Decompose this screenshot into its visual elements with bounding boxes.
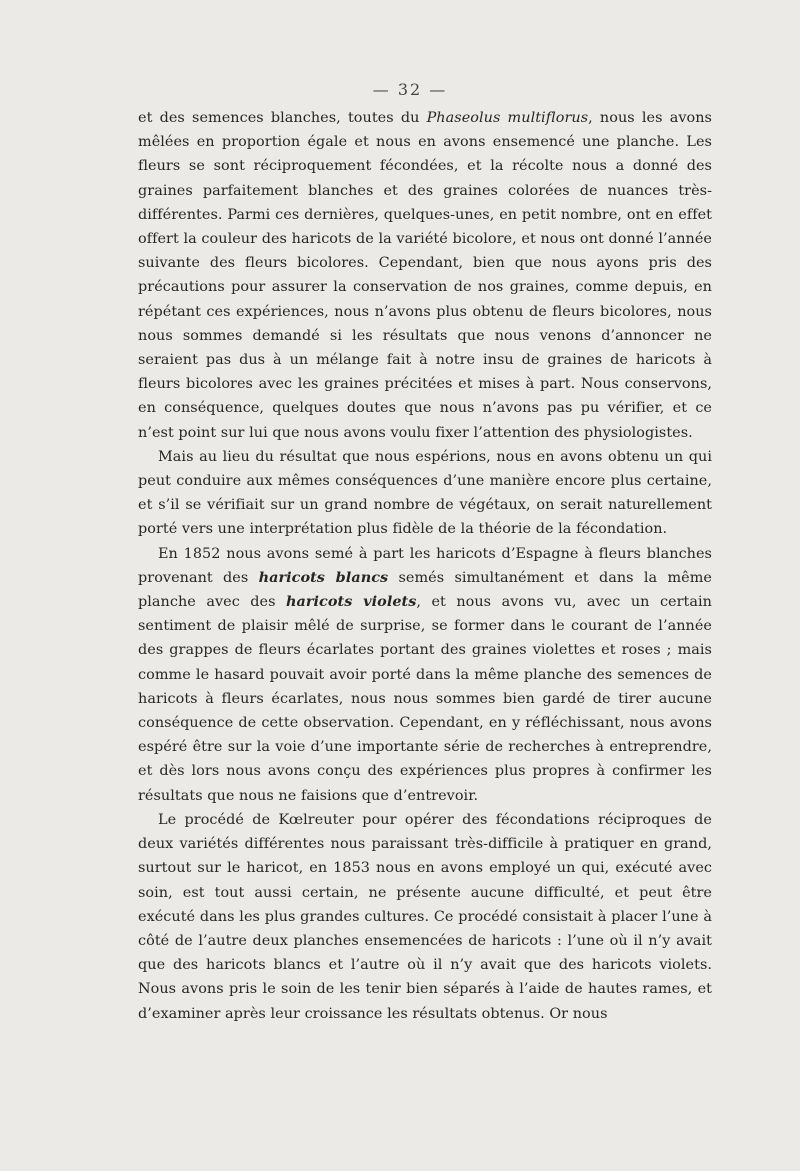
- text-segment: Mais au lieu du résultat que nous espérions, nous en avons obtenu un qui peut conduire aux mêmes conséquences d’une manière encore plus certaine, et s’il se vérifiait sur un grand nombre de végétaux, on serait naturellement porté vers une interprétation plus fidèle de la théorie de la fécondation.: [138, 448, 712, 538]
- text-segment: Le procédé de Kœlreuter pour opérer des fécondations réciproques de deux variétés différentes nous paraissant très-difficile à pratiquer en grand, surtout sur le haricot, en 1853 nous en avons employé un qui, exécuté avec soin, est tout aussi certain, ne présente aucune difficulté, et peut être exécuté dans les plus grandes cultures. Ce procédé consistait à placer l’une à côté de l’autre deux planches ensemencées de haricots : l’une où il n’y avait que des haricots blancs et l’autre où il n’y avait que des haricots violets. Nous avons pris le soin de les tenir bien séparés à l’aide de hautes rames, et d’examiner après leur croissance les résultats obtenus. Or nous: [138, 811, 712, 1022]
- text-segment: , nous les avons mêlées en proportion égale et nous en avons ensemencé une planche. Les fleurs se sont réciproquement fécondées, et la récolte nous a donné des graines parfaitement blanches et des graines colorées de nuances très-différentes. Parmi ces dernières, quelques-unes, en petit nombre, ont en effet offert la couleur des haricots de la variété bicolore, et nous ont donné l’année suivante des fleurs bicolores. Cependant, bien que nous ayons pris des précautions pour assurer la conservation de nos graines, comme depuis, en répétant ces expériences, nous n’avons plus obtenu de fleurs bicolores, nous nous sommes demandé si les résultats que nous venons d’annoncer ne seraient pas dus à un mélange fait à notre insu de graines de haricots à fleurs bicolores avec les graines précitées et mises à part. Nous conservons, en conséquence, quelques doutes que nous n’avons pas pu vérifier, et ce n’est point sur lui que nous avons voulu fixer l’attention des physiologistes.: [138, 110, 712, 441]
- paragraph-4: [138, 808, 712, 1026]
- emphasis-term: haricots violets: [286, 593, 417, 611]
- paragraph-1: [138, 106, 712, 445]
- paragraph-2: [138, 445, 712, 542]
- text-segment: En 1852 nous avons semé à part les haricots d’Espagne à fleurs blanches provenant des: [138, 545, 712, 586]
- text-segment: , et nous avons vu, avec un certain sentiment de plaisir mêlé de surprise, se former dans le courant de l’année des grappes de fleurs écarlates portant des graines violettes et roses ; mais comme le hasard pouvait avoir porté dans la même planche des semences de haricots à fleurs écarlates, nous nous sommes bien gardé de tirer aucune conséquence de cette observation. Cependant, en y réfléchissant, nous avons espéré être sur la voie d’une importante série de recherches à entreprendre, et dès lors nous avons conçu des expériences plus propres à confirmer les résultats que nous ne faisions que d’entrevoir.: [138, 594, 712, 804]
- text-segment: et des semences blanches, toutes du: [138, 110, 427, 126]
- text-segment: semés simultanément et dans la même planche avec des: [138, 569, 713, 611]
- species-name: Phaseolus multiflorus: [426, 110, 589, 126]
- paragraph-3: [138, 542, 712, 808]
- body-text: [138, 106, 712, 1026]
- emphasis-term: haricots blancs: [258, 568, 389, 586]
- page-number: — 32 —: [372, 80, 448, 99]
